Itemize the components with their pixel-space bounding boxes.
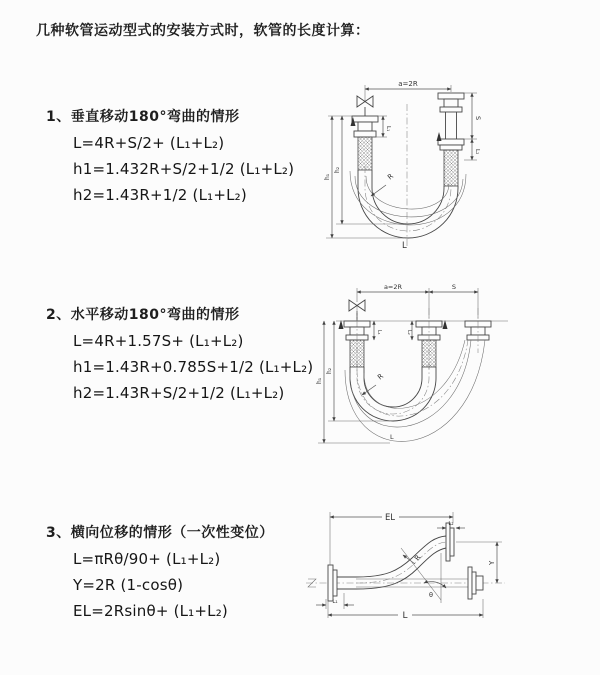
dim-label-l2: L₂ [406, 330, 412, 335]
page-title: 几种软管运动型式的安装方式时，软管的长度计算： [36, 23, 370, 39]
dim-label-s: S [474, 116, 482, 121]
section-heading: 3、横向位移的情形（一次性变位） [46, 525, 274, 541]
formula-line: Y=2R (1-cosθ) [73, 576, 184, 594]
braided-hose-end [358, 137, 372, 170]
flange [352, 116, 378, 122]
dim-label-y: Y [488, 560, 496, 565]
formula-line: L=4R+S/2+ (L₁+L₂) [73, 134, 225, 152]
radius-label: R [376, 372, 386, 382]
angle-label-theta: θ [429, 591, 433, 599]
formula-line: h1=1.432R+S/2+1/2 (L₁+L₂) [73, 160, 295, 178]
motion-arrow-icon [443, 320, 448, 329]
section-heading: 2、水平移动180°弯曲的情形 [46, 307, 240, 323]
dim-label-h2: h₂ [326, 367, 333, 374]
figure-lateral-displacement [298, 503, 598, 643]
dim-label-a2r: a=2R [398, 80, 418, 88]
radius-label: R [413, 553, 423, 563]
section-heading: 1、垂直移动180°弯曲的情形 [46, 109, 240, 125]
formula-line: L=πRθ/90+ (L₁+L₂) [73, 550, 221, 568]
horizontal-bend-drawing [308, 278, 598, 468]
dim-label-l1: L₁ [385, 126, 391, 132]
dim-label-a2r: a=2R [383, 283, 403, 291]
section-horizontal-bend [46, 302, 313, 406]
dim-label-s: S [451, 283, 457, 291]
section-vertical-bend [46, 104, 294, 208]
lateral-displacement-drawing [298, 503, 598, 643]
radius-label: R [386, 172, 396, 182]
formula-line: h2=1.43R+S/2+1/2 (L₁+L₂) [73, 384, 285, 402]
motion-arrow-icon [339, 320, 344, 329]
motion-arrow-icon [437, 132, 442, 141]
vertical-bend-drawing [308, 76, 598, 266]
length-label: L [402, 241, 407, 251]
formula-line: h1=1.43R+0.785S+1/2 (L₁+L₂) [73, 358, 314, 376]
formula-line: EL=2Rsinθ+ (L₁+L₂) [73, 602, 228, 620]
length-label: L [402, 611, 408, 621]
dim-label-h2: h₂ [334, 166, 341, 173]
formula-line: h2=1.43R+1/2 (L₁+L₂) [73, 186, 247, 204]
dim-label-l1: L₁ [376, 330, 382, 335]
braided-hose-end [444, 150, 458, 186]
dim-label-h1: h₁ [316, 377, 323, 384]
dim-label-l1: L₁ [332, 599, 338, 605]
figure-vertical-bend [308, 76, 598, 266]
dim-label-el: EL [384, 513, 396, 523]
figure-horizontal-bend [308, 278, 598, 468]
dim-label-l2: L₂ [448, 521, 454, 527]
length-label: L [390, 433, 394, 441]
dim-label-l2: L₂ [474, 149, 480, 155]
section-lateral-displacement [46, 520, 274, 624]
dim-label-h1: h₁ [324, 173, 331, 180]
formula-line: L=4R+1.57S+ (L₁+L₂) [73, 332, 244, 350]
